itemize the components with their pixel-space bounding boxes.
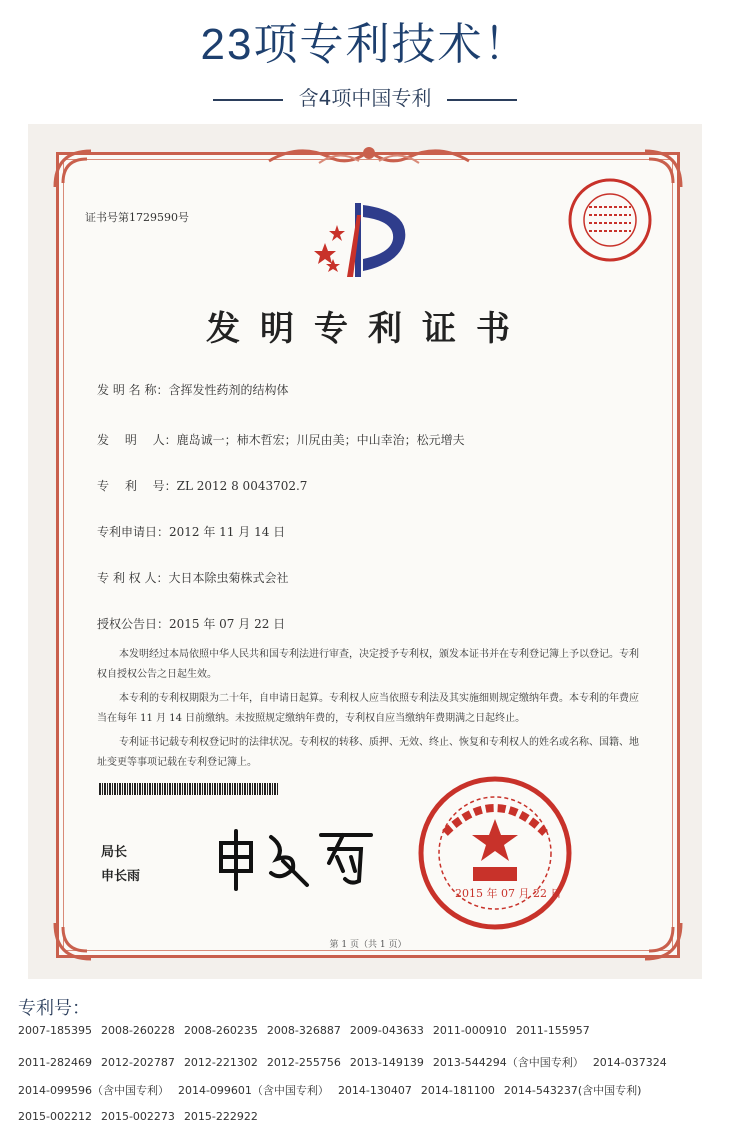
director-signature xyxy=(211,823,381,893)
certificate-title: 发明专利证书 xyxy=(206,309,530,349)
certificate-page-number: 第 1 页（共 1 页） xyxy=(329,940,407,950)
field-patentee: 专 利 权 人：大日本除虫菊株式会社 xyxy=(97,571,289,585)
patent-number: 2015-222922 xyxy=(183,1110,258,1123)
patent-number: 2007-185395 xyxy=(18,1024,92,1037)
page-subtitle xyxy=(0,82,730,111)
certificate-paragraph-1: 本发明经过本局依照中华人民共和国专利法进行审查，决定授予专利权，颁发本证书并在专利登记簿上予以登记。专利权自授权公告之日起生效。 xyxy=(97,649,639,680)
director-title: 局长 xyxy=(101,845,128,860)
patent-list-label: 专利号： xyxy=(18,998,90,1019)
patent-number: 2014-099601（含中国专利） xyxy=(177,1084,329,1097)
patent-number: 2008-260235 xyxy=(183,1024,258,1037)
field-patent-number: 专 利 号：ZL 2012 8 0043702.7 xyxy=(97,479,308,493)
patent-number: 2015-002212 xyxy=(18,1110,92,1123)
subtitle-rule-left xyxy=(213,99,283,101)
subtitle-text: 含4项中国专利 xyxy=(298,86,432,110)
certificate-paragraph-3: 专利证书记载专利权登记时的法律状况。专利权的转移、质押、无效、终止、恢复和专利权人的姓名或名称、国籍、地址变更等事项记载在专利登记簿上。 xyxy=(97,737,639,768)
patent-certificate xyxy=(56,152,680,958)
national-ip-office-seal xyxy=(415,773,575,933)
patent-list-line xyxy=(18,1110,267,1123)
corner-ornament-top-left xyxy=(51,147,95,191)
certificate-photo xyxy=(28,124,702,979)
small-red-seal xyxy=(567,177,653,263)
barcode xyxy=(99,783,279,795)
patent-number: 2011-000910 xyxy=(432,1024,507,1037)
patent-list-line xyxy=(18,1024,599,1037)
certificate-number: 证书号第1729590号 xyxy=(85,211,189,224)
patent-number: 2014-130407 xyxy=(337,1084,412,1097)
patent-number: 2008-326887 xyxy=(266,1024,341,1037)
patent-number: 2014-543237(含中国专利) xyxy=(503,1084,642,1097)
patent-number: 2015-002273 xyxy=(100,1110,175,1123)
patent-number: 2014-181100 xyxy=(420,1084,495,1097)
field-grant-date: 授权公告日：2015 年 07 月 22 日 xyxy=(97,617,286,631)
patent-number: 2011-282469 xyxy=(18,1056,92,1069)
patent-number: 2014-099596（含中国专利） xyxy=(18,1084,169,1097)
patent-list-line xyxy=(18,1082,650,1098)
subtitle-rule-right xyxy=(447,99,517,101)
patent-number: 2013-149139 xyxy=(349,1056,424,1069)
field-filing-date: 专利申请日：2012 年 11 月 14 日 xyxy=(97,525,286,539)
seal-date: 2015 年 07 月 22 日 xyxy=(455,887,562,900)
patent-number: 2013-544294（含中国专利） xyxy=(432,1056,584,1069)
certificate-paragraph-2: 本专利的专利权期限为二十年，自申请日起算。专利权人应当依照专利法及其实施细则规定缴纳年费。本专利的年费应当在每年 11 月 14 日前缴纳。未按照规定缴纳年费的，专利权自应当缴纳年费期满之日起终止。 xyxy=(97,693,639,724)
field-invention-name: 发 明 名 称：含挥发性药剂的结构体 xyxy=(97,383,289,397)
page-title: 23项专利技术！ xyxy=(200,20,530,69)
field-inventors: 发 明 人：鹿岛诚一；柿木哲宏；川尻由美；中山幸治；松元增夫 xyxy=(97,433,465,447)
patent-number: 2009-043633 xyxy=(349,1024,424,1037)
patent-number: 2011-155957 xyxy=(515,1024,590,1037)
patent-office-logo xyxy=(309,195,419,285)
top-ornament xyxy=(259,141,479,169)
patent-number: 2008-260228 xyxy=(100,1024,175,1037)
patent-number: 2012-202787 xyxy=(100,1056,175,1069)
patent-number: 2014-037324 xyxy=(592,1056,667,1069)
patent-number: 2012-255756 xyxy=(266,1056,341,1069)
patent-list-line xyxy=(18,1054,676,1070)
patent-number: 2012-221302 xyxy=(183,1056,258,1069)
director-name: 申长雨 xyxy=(101,869,141,884)
